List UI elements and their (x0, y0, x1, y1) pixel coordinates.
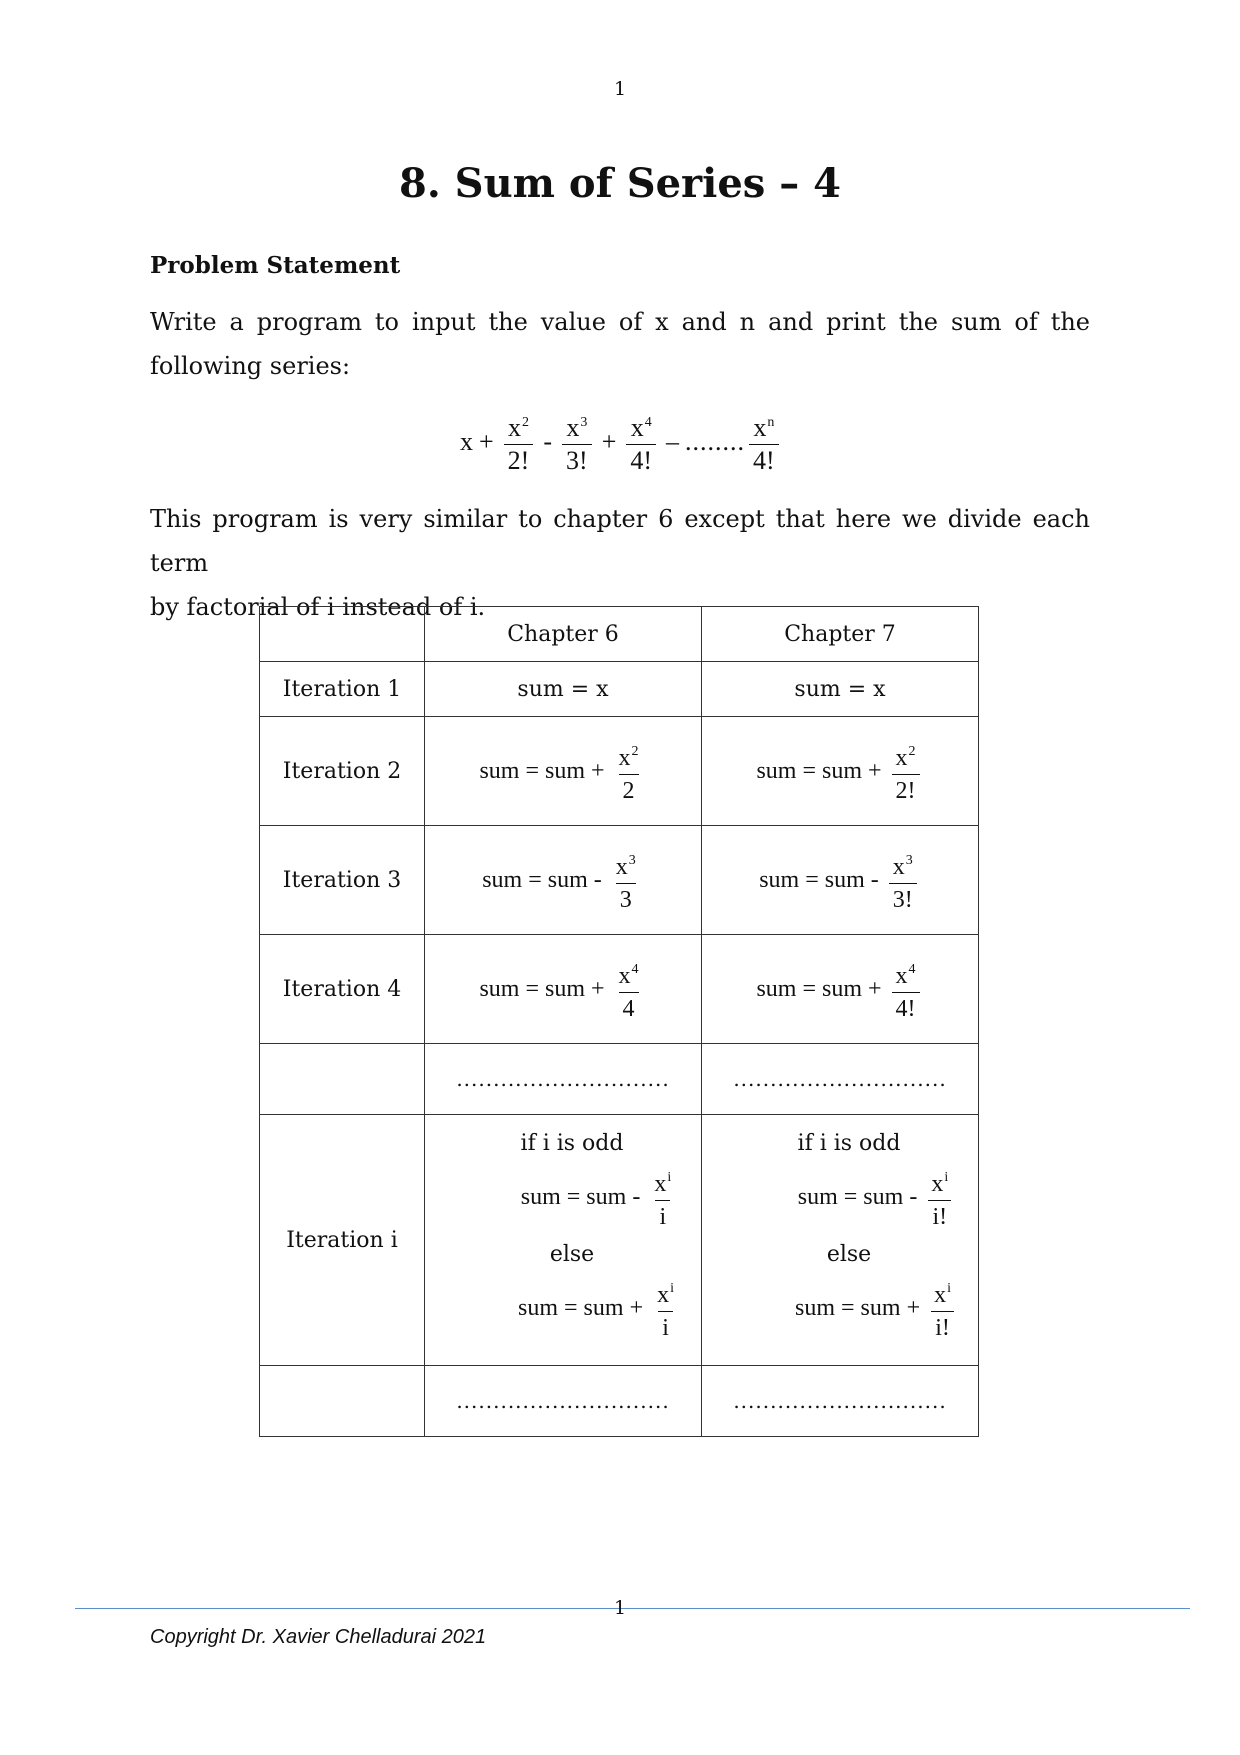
page-number-bottom: 1 (613, 1597, 627, 1619)
table-row-iteration-4 (260, 935, 979, 1044)
table-row-iteration-1 (260, 662, 979, 717)
problem-line-2: following series: (150, 352, 351, 380)
explanation-line-2: by factorial of i instead of i. (150, 593, 486, 621)
page-title: 8. Sum of Series – 4 (399, 160, 841, 207)
table-row-ellipsis-end (260, 1366, 979, 1437)
series-term-2: $\frac{x^2}{2!}$ (504, 408, 534, 476)
chapter-7-cell: sum = sum - $\frac{x^3}{3!}$ (702, 826, 979, 935)
series-op-2: - (543, 427, 553, 456)
table-header-row (260, 607, 979, 662)
chapter-7-cell: sum = sum + $\frac{x^2}{2!}$ (702, 717, 979, 826)
series-ellipsis: ........ (685, 427, 746, 456)
page-number-top: 1 (613, 78, 627, 100)
chapter-6-cell: sum = sum + $\frac{x^4}{4}$ (425, 935, 702, 1044)
chapter-6-cell: if i is odd sum = sum - $\frac{x^i}{i}$ else sum = sum + $\frac{x^i}{i}$ (425, 1115, 702, 1366)
section-heading: Problem Statement (150, 252, 401, 279)
row-label: Iteration 1 (260, 662, 425, 717)
series-term-n: $\frac{x^n}{4!}$ (749, 408, 779, 476)
chapter-7-ellipsis: ............................. (702, 1366, 979, 1437)
problem-line-1: Write a program to input the value of x and n and print the sum of the (150, 308, 1090, 336)
row-label: Iteration 2 (260, 717, 425, 826)
chapter-7-cell: sum = x (702, 662, 979, 717)
series-term-3: $\frac{x^3}{3!}$ (562, 408, 592, 476)
series-term-4: $\frac{x^4}{4!}$ (626, 408, 656, 476)
series-op-3: + (601, 427, 617, 456)
copyright-footer: Copyright Dr. Xavier Chelladurai 2021 (150, 1626, 487, 1648)
table-row-ellipsis (260, 1044, 979, 1115)
problem-paragraph (150, 300, 1090, 388)
table-row-iteration-3 (260, 826, 979, 935)
row-label: Iteration 4 (260, 935, 425, 1044)
header-chapter-7: Chapter 7 (702, 607, 979, 662)
series-first-term: x (460, 427, 473, 456)
comparison-table (259, 606, 979, 1437)
chapter-6-ellipsis: ............................. (425, 1044, 702, 1115)
chapter-7-ellipsis: ............................. (702, 1044, 979, 1115)
table-row-iteration-2 (260, 717, 979, 826)
row-label-empty (260, 1366, 425, 1437)
series-op-1: + (479, 427, 494, 456)
chapter-7-cell: sum = sum + $\frac{x^4}{4!}$ (702, 935, 979, 1044)
chapter-6-cell: sum = sum + $\frac{x^2}{2}$ (425, 717, 702, 826)
chapter-7-cell: if i is odd sum = sum - $\frac{x^i}{i!}$ else sum = sum + $\frac{x^i}{i!}$ (702, 1115, 979, 1366)
row-label: Iteration 3 (260, 826, 425, 935)
series-formula (460, 408, 783, 484)
row-label-empty (260, 1044, 425, 1115)
chapter-6-cell: sum = x (425, 662, 702, 717)
chapter-6-cell: sum = sum - $\frac{x^3}{3}$ (425, 826, 702, 935)
row-label: Iteration i (260, 1115, 425, 1366)
header-chapter-6: Chapter 6 (425, 607, 702, 662)
header-empty-cell (260, 607, 425, 662)
series-op-4: – (666, 427, 680, 456)
table-row-iteration-i (260, 1115, 979, 1366)
explanation-line-1: This program is very similar to chapter 6 except that here we divide each term (150, 505, 1090, 577)
chapter-6-ellipsis: ............................. (425, 1366, 702, 1437)
